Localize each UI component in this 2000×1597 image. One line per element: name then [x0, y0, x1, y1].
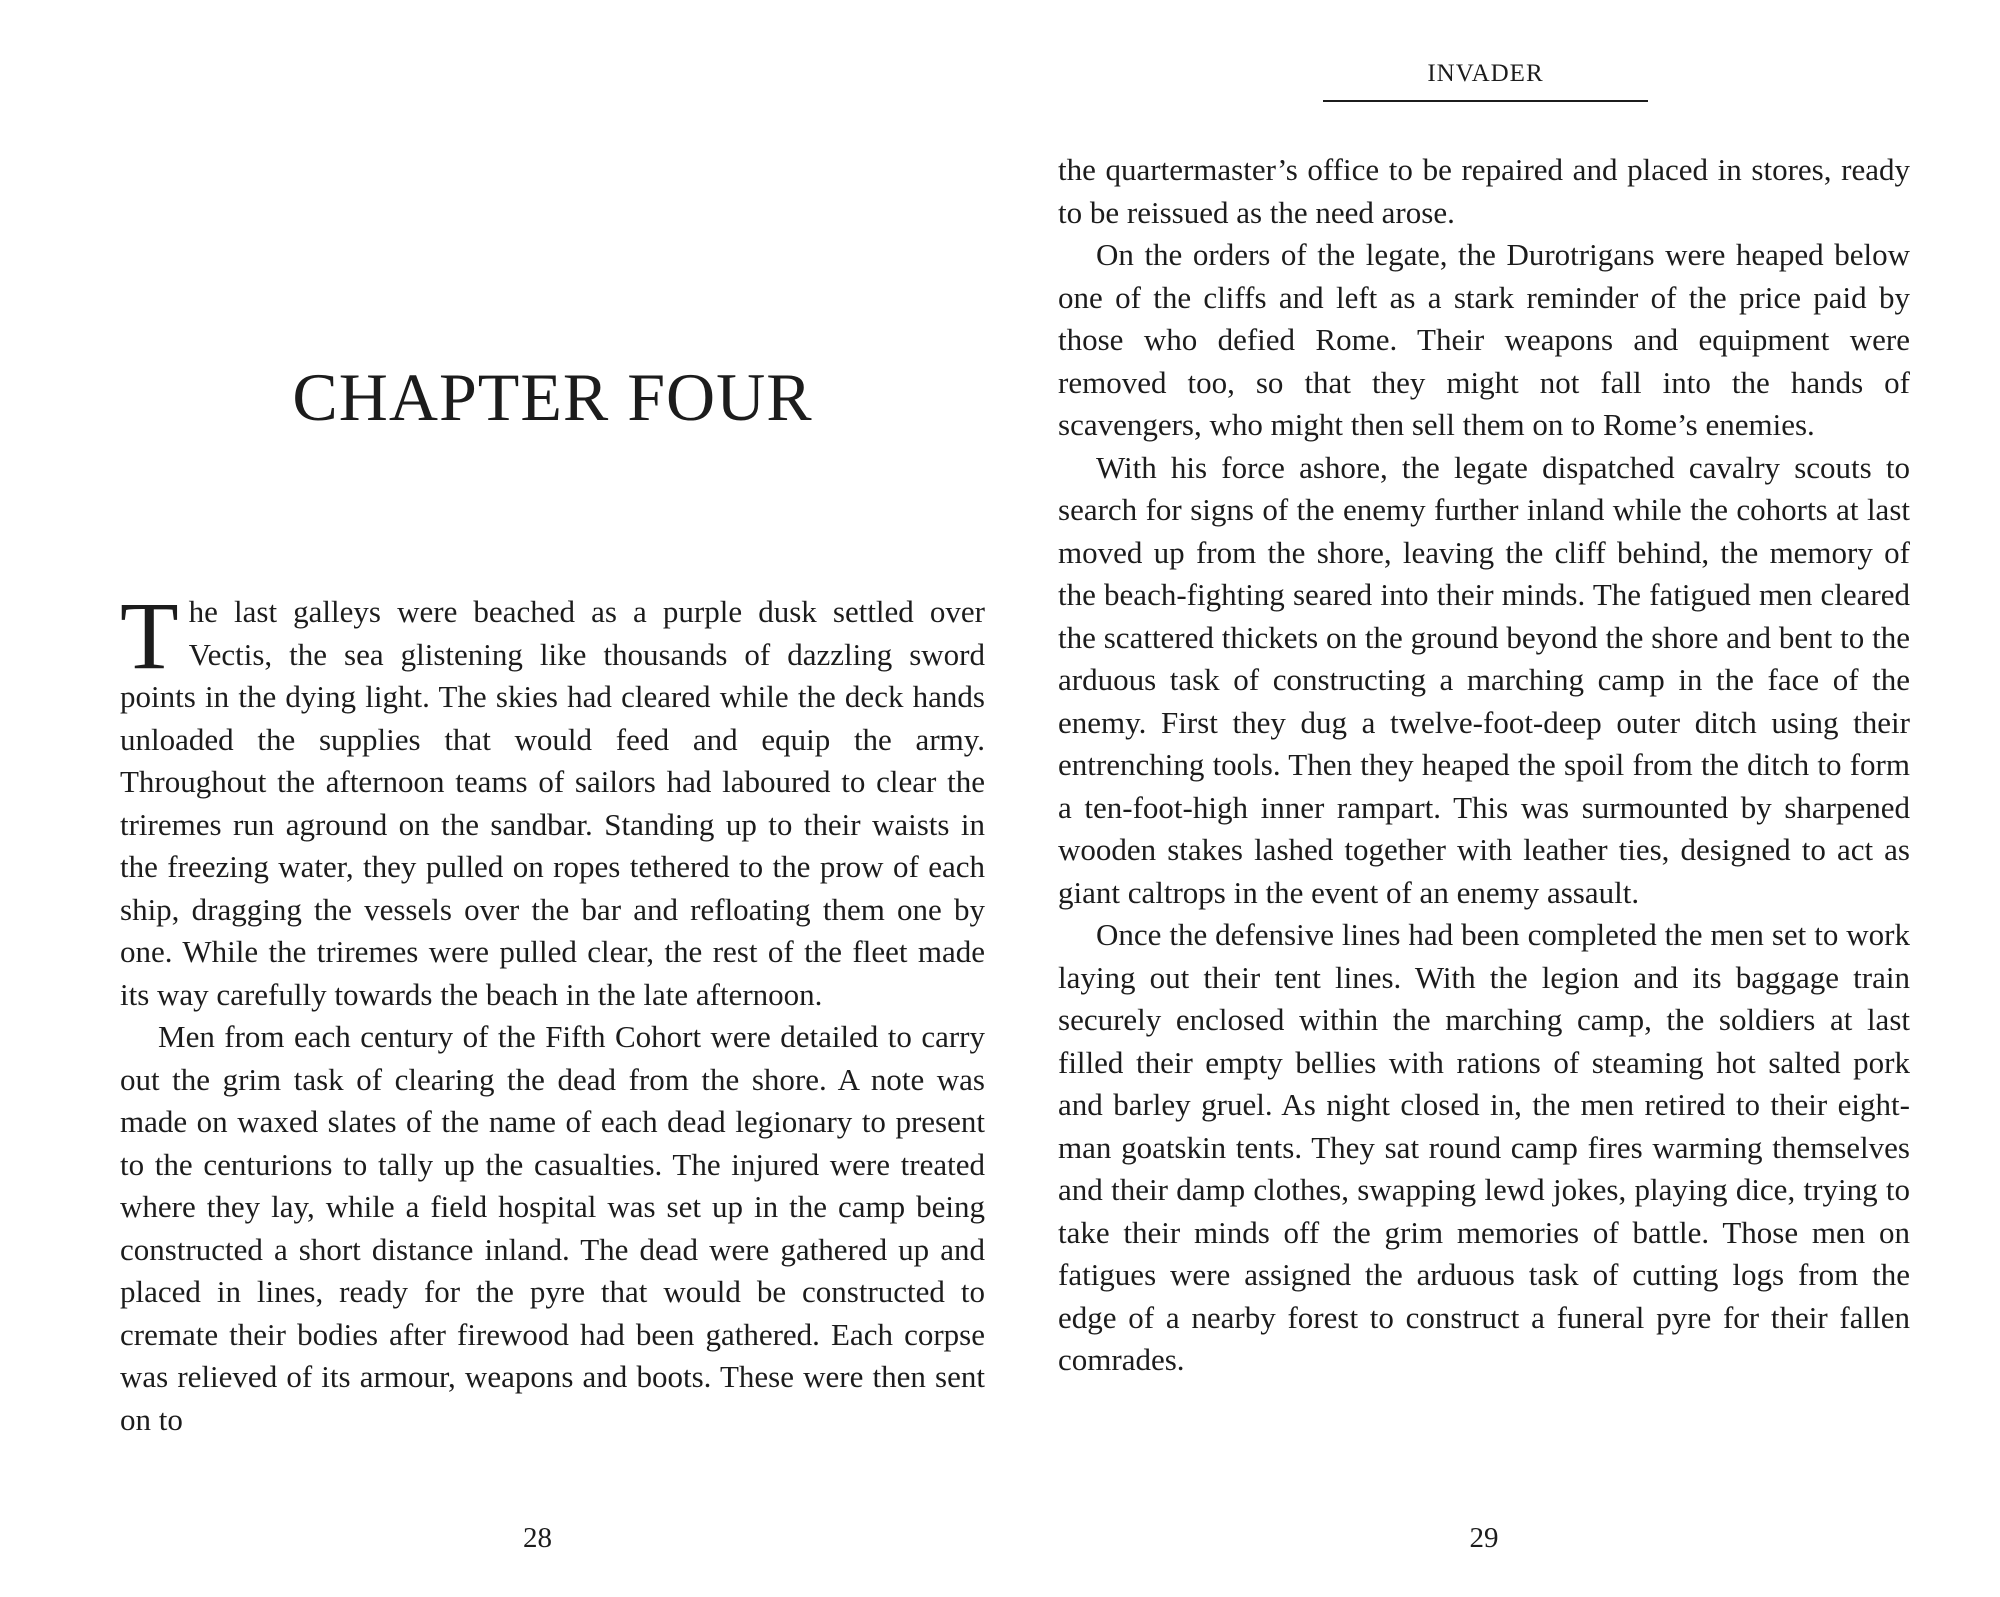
paragraph: With his force ashore, the legate dispatched cavalry scouts to search for signs of the enemy further inland while the cohorts at last moved up from the shore, leaving the cliff behind, the memory of the beach-fighting seared into their minds. The fatigued men cleared the scattered thickets on the ground beyond the shore and bent to the arduous task of constructing a marching camp in the face of the enemy. First they dug a twelve-foot-deep outer ditch using their entrenching tools. Then they heaped the spoil from the ditch to form a ten-foot-high inner rampart. This was surmounted by sharpened wooden stakes lashed together with leather ties, designed to act as giant caltrops in the event of an enemy assault.	[1058, 449, 1910, 910]
paragraph: On the orders of the legate, the Durotrigans were heaped below one of the cliffs and left as a stark reminder of the price paid by those who defied Rome. Their weapons and equipment were removed too, so that they might not fall into the hands of scavengers, who might then sell them on to Rome’s enemies.	[1058, 237, 1910, 442]
paragraph: the quartermaster’s office to be repaired and placed in stores, ready to be reissued as the need arose.	[1058, 152, 1910, 230]
paragraph-text: he last galleys were beached as a purple dusk settled over Vectis, the sea glistening like thousands of dazzling sword points in the dying light. The skies had cleared while the deck hands unloaded the supplies that would feed and equip the army. Throughout the afternoon teams of sailors had laboured to clear the triremes run aground on the sandbar. Standing up to their waists in the freezing water, they pulled on ropes tethered to the prow of each ship, dragging the vessels over the bar and refloating them one by one. While the triremes were pulled clear, the rest of the fleet made its way carefully towards the beach in the late afternoon.	[120, 594, 985, 1012]
running-head-rule	[1323, 100, 1648, 102]
right-body-text	[1058, 149, 1910, 1382]
running-head: INVADER	[1427, 60, 1544, 87]
left-body-text	[120, 582, 985, 1441]
drop-cap: T	[120, 582, 179, 689]
paragraph: Once the defensive lines had been completed the men set to work laying out their tent lines. With the legion and its baggage train securely enclosed within the marching camp, the soldiers at last filled their empty bellies with rations of steaming hot salted pork and barley gruel. As night closed in, the men retired to their eight-man goatskin tents. They sat round camp fires warming themselves and their damp clothes, swapping lewd jokes, playing dice, trying to take their minds off the grim memories of battle. Those men on fatigues were assigned the arduous task of cutting logs from the edge of a nearby forest to construct a funeral pyre for their fallen comrades.	[1058, 917, 1910, 1377]
page-number: 29	[1469, 1522, 1499, 1554]
paragraph	[120, 582, 985, 1016]
paragraph: Men from each century of the Fifth Cohort were detailed to carry out the grim task of clearing the dead from the shore. A note was made on waxed slates of the name of each dead legionary to present to the centurions to tally up the casualties. The injured were treated where they lay, while a field hospital was set up in the camp being constructed a short distance inland. The dead were gathered up and placed in lines, ready for the pyre that would be constructed to cremate their bodies after firewood had been gathered. Each corpse was relieved of its armour, weapons and boots. These were then sent on to	[120, 1019, 985, 1437]
chapter-title: CHAPTER FOUR	[292, 359, 813, 435]
page-number: 28	[523, 1522, 552, 1554]
